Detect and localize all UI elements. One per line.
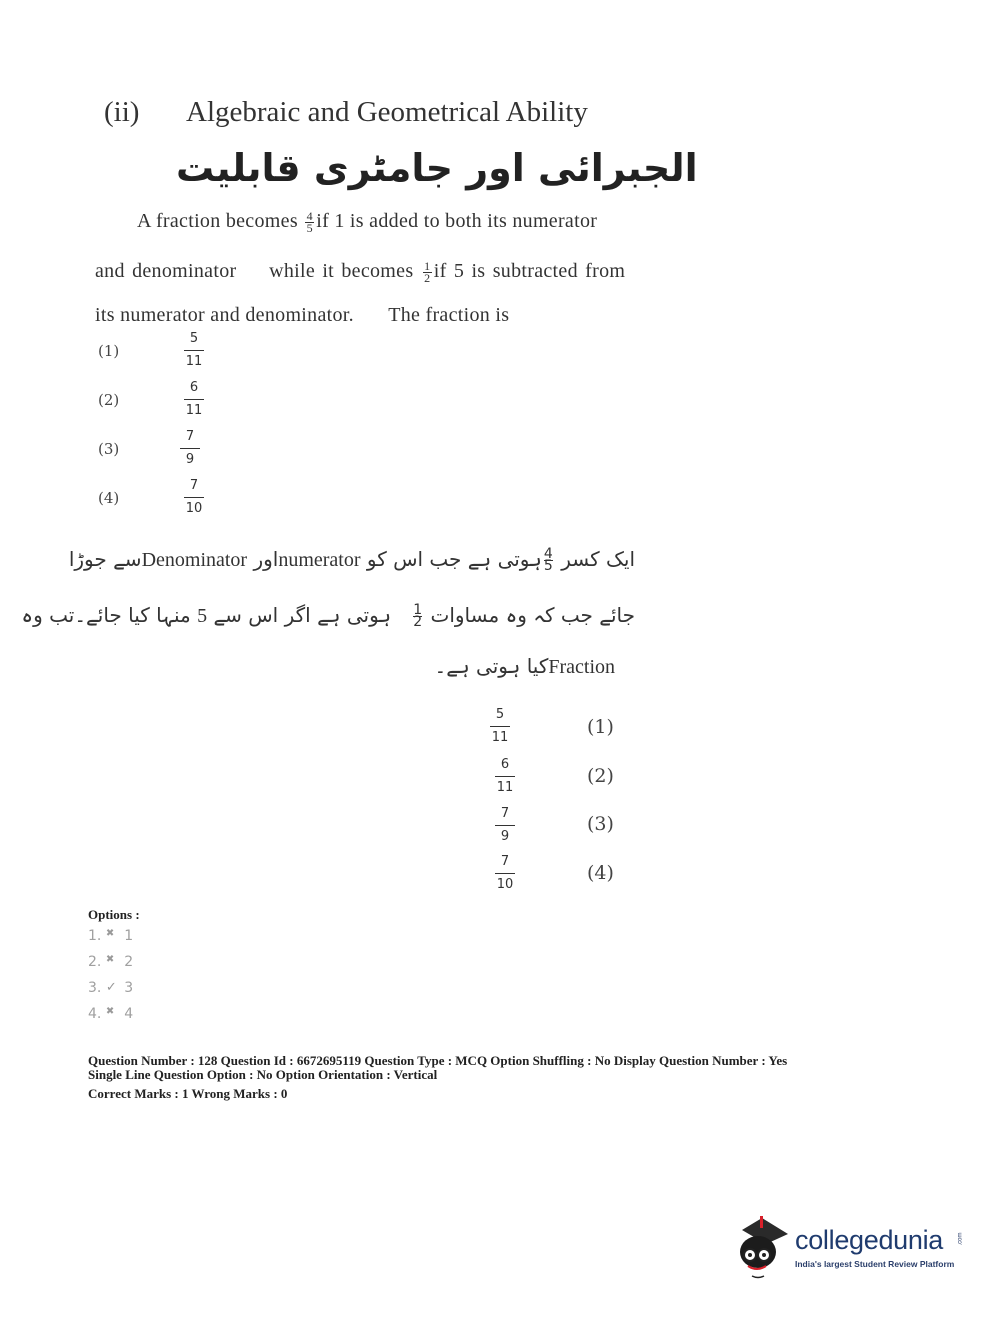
fraction-one-half-urdu: $\frac{1}{2}$ bbox=[413, 602, 423, 630]
question-line-1: A fraction becomes $\frac{4}{5}$ if 1 is added to both its numerator bbox=[137, 208, 598, 235]
urdu-question-line-3: Fractionکیا ہوتی ہے۔ bbox=[434, 654, 615, 678]
question-line-2: and denominator while it becomes $\frac{1}{2}$ if 5 is subtracted from bbox=[95, 258, 626, 285]
section-title-urdu: الجبرائی اور جامٹری قابلیت bbox=[176, 146, 698, 190]
question-meta-line-1: Question Number : 128 Question Id : 6672695119 Question Type : MCQ Option Shuffling : No Display Question Number : Yes bbox=[88, 1053, 788, 1068]
fraction-four-fifths-urdu: $\frac{4}{5}$ bbox=[543, 546, 553, 574]
check-icon: ✓ bbox=[105, 980, 117, 995]
brand-name: collegedunia bbox=[795, 1225, 944, 1255]
question-meta-line-3: Correct Marks : 1 Wrong Marks : 0 bbox=[88, 1086, 288, 1101]
section-number: (ii) bbox=[104, 96, 140, 128]
urdu-question-line-2: جائے جب کہ وہ مساوات $\frac{1}{2}$ ہوتی ہے اگر اس سے 5 منہا کیا جائے۔تب وہ bbox=[21, 602, 635, 630]
options-heading: Options : bbox=[88, 907, 140, 922]
cross-icon: ✖ bbox=[105, 1006, 115, 1017]
cross-icon: ✖ bbox=[105, 954, 115, 965]
urdu-question-line-1: ایک کسر $\frac{4}{5}$ ہوتی ہے جب اس کو numeratorاور Denominatorسے جوڑا bbox=[68, 546, 635, 574]
answer-option-1[interactable]: 1. ✖ 1 bbox=[88, 928, 134, 944]
answer-option-2[interactable]: 2. ✖ 2 bbox=[88, 954, 134, 970]
section-title: Algebraic and Geometrical Ability bbox=[186, 96, 588, 128]
question-meta-line-2: Single Line Question Option : No Option Orientation : Vertical bbox=[88, 1067, 438, 1082]
question-line-3: its numerator and denominator. The fraction is bbox=[95, 304, 510, 326]
brand-suffix: .com bbox=[957, 1232, 964, 1246]
mascot-icon bbox=[736, 1212, 796, 1282]
answer-option-3[interactable]: 3. ✓ 3 bbox=[88, 980, 134, 996]
fraction-four-fifths: $\frac{4}{5}$ bbox=[306, 208, 313, 235]
cross-icon: ✖ bbox=[105, 928, 115, 939]
fraction-one-half: $\frac{1}{2}$ bbox=[424, 258, 431, 285]
brand-tagline: India's largest Student Review Platform bbox=[795, 1259, 955, 1269]
answer-option-4[interactable]: 4. ✖ 4 bbox=[88, 1006, 134, 1022]
